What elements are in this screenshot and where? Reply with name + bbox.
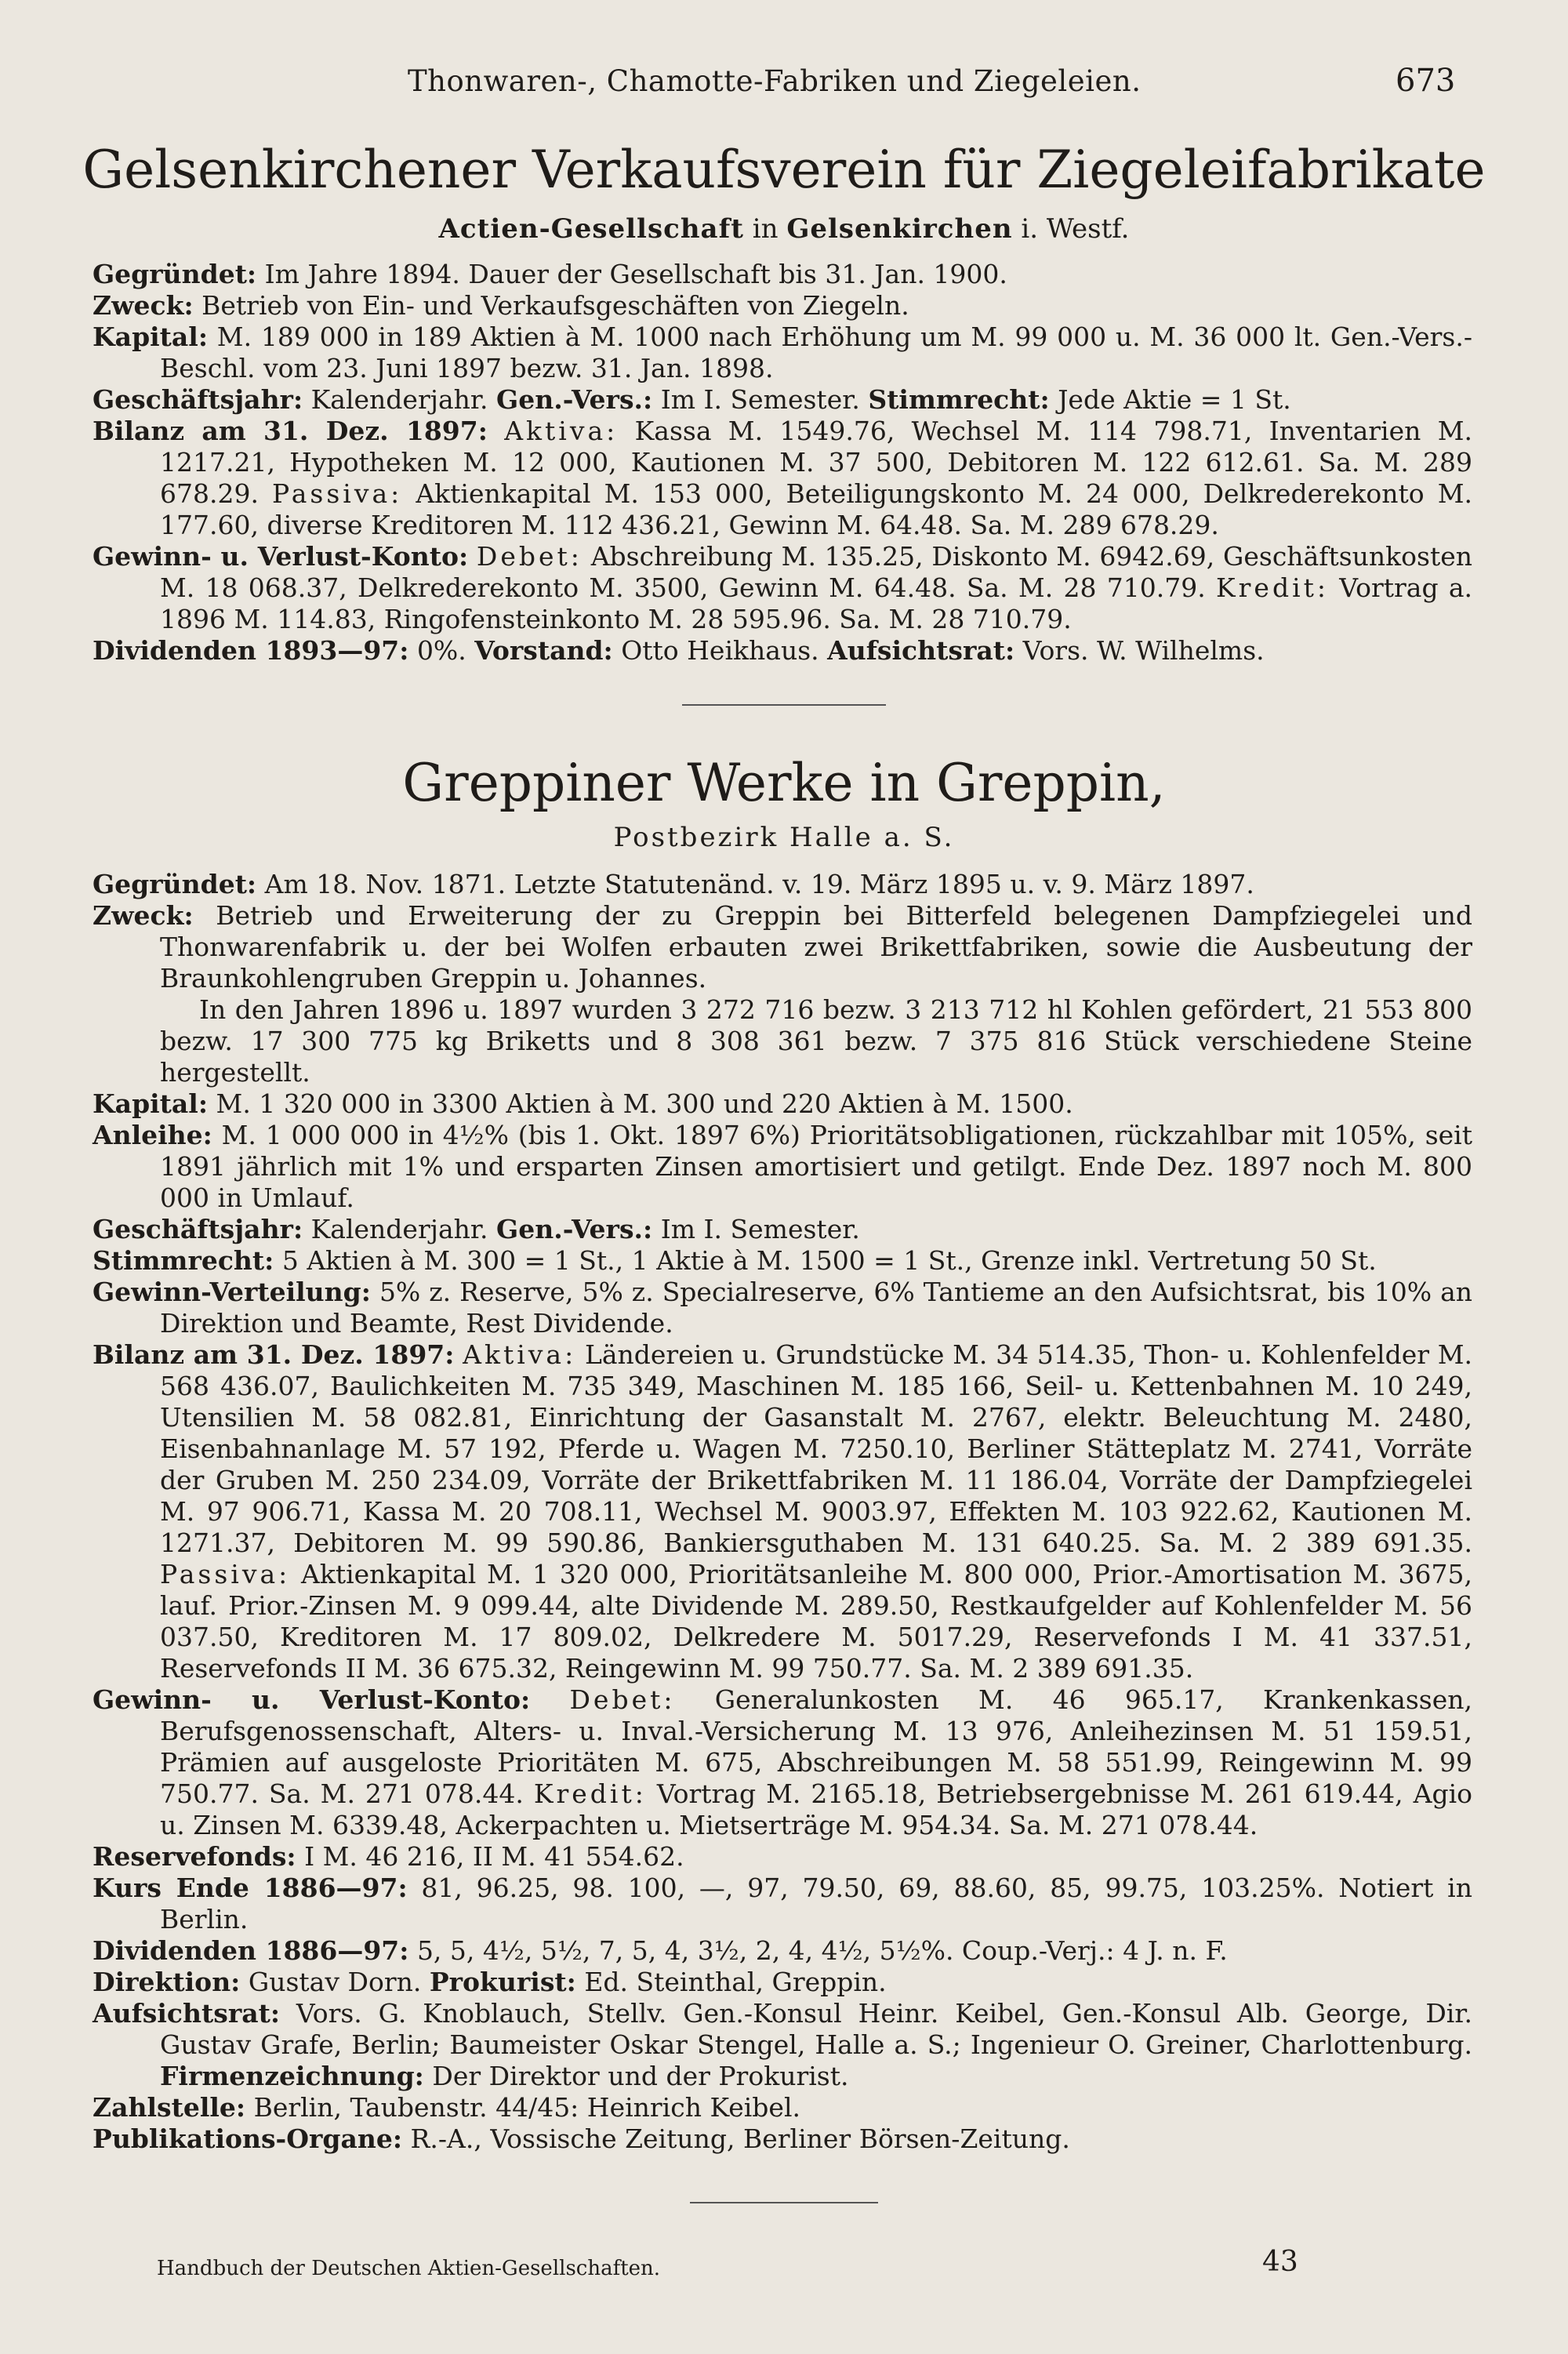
entry-voting: Stimmrecht: 5 Aktien à M. 300 = 1 St., 1 Aktie à M. 1500 = 1 St., Grenze inkl. Vertretung 50 St. <box>93 1245 1377 1276</box>
footer-book-title: Handbuch der Deutschen Aktien-Gesellschaften. <box>157 2257 661 2280</box>
entry-profit-distribution: Gewinn-Verteilung: 5% z. Reserve, 5% z. Specialreserve, 6% Tantieme an den Aufsichtsrat, bis 10% an Direktion und Beamte, Rest Dividende. <box>93 1277 1472 1339</box>
entry-profit-loss: Gewinn- u. Verlust-Konto: Debet: Generalunkosten M. 46 965.17, Krankenkassen, Berufsgenossenschaft, Alters- u. Inval.-Versicherung M. 13 976, Anleihezinsen M. 51 159.51, Prämien auf ausgeloste Prioritäten M. 675, Abschreibungen M. 58 551.99, Reingewinn M. 99 750.77. Sa. M. 271 078.44. Kredit: Vortrag M. 2165.18, Betriebsergebnisse M. 261 619.44, Agio u. Zinsen M. 6339.48, Ackerpachten u. Mietserträge M. 954.34. Sa. M. 271 078.44. <box>93 1684 1472 1840</box>
entry-paying-agent: Zahlstelle: Berlin, Taubenstr. 44/45: Heinrich Keibel. <box>93 2092 801 2123</box>
entry-publications: Publikations-Organe: R.-A., Vossische Zeitung, Berliner Börsen-Zeitung. <box>93 2123 1070 2154</box>
entry-production: In den Jahren 1896 u. 1897 wurden 3 272 716 bezw. 3 213 712 hl Kohlen gefördert, 21 553 800 bezw. 17 300 775 kg Briketts und 8 308 361 bezw. 7 375 816 Stück verschiedene Steine hergestellt. <box>160 994 1472 1088</box>
company2-entries <box>93 869 1472 2155</box>
company1-subtitle-city: Gelsenkirchen <box>786 213 1013 245</box>
entry-capital: Kapital: M. 189 000 in 189 Aktien à M. 1000 nach Erhöhung um M. 99 000 u. M. 36 000 lt. Gen.-Vers.-Beschl. vom 23. Juni 1897 bezw. 31. Jan. 1898. <box>93 321 1472 383</box>
entry-profit-loss: Gewinn- u. Verlust-Konto: Debet: Abschreibung M. 135.25, Diskonto M. 6942.69, Geschäftsunkosten M. 18 068.37, Delkrederekonto M. 3500, Gewinn M. 64.48. Sa. M. 28 710.79. Kredit: Vortrag a. 1896 M. 114.83, Ringofensteinkonto M. 28 595.96. Sa. M. 28 710.79. <box>93 541 1473 634</box>
entry-fiscal-year: Geschäftsjahr: Kalenderjahr. Gen.-Vers.: Im I. Semester. Stimmrecht: Jede Aktie = 1 St. <box>93 384 1291 415</box>
company2-title: Greppiner Werke in Greppin, <box>402 753 1166 813</box>
entry-management: Direktion: Gustav Dorn. Prokurist: Ed. Steinthal, Greppin. <box>93 1967 887 1997</box>
company1-subtitle-bold: Actien-Gesellschaft <box>438 213 744 245</box>
entry-reserves: Reservefonds: I M. 46 216, II M. 41 554.62. <box>93 1841 684 1872</box>
entry-dividends: Dividenden 1886—97: 5, 5, 4½, 5½, 7, 5, 4, 3½, 2, 4, 4½, 5½%. Coup.-Verj.: 4 J. n. F. <box>93 1935 1228 1966</box>
end-divider <box>690 2202 878 2203</box>
page-number: 673 <box>1396 63 1456 99</box>
section-divider <box>682 704 886 706</box>
entry-purpose: Zweck: Betrieb von Ein- und Verkaufsgeschäften von Ziegeln. <box>93 290 909 321</box>
entry-fiscal-year: Geschäftsjahr: Kalenderjahr. Gen.-Vers.: Im I. Semester. <box>93 1214 860 1244</box>
footer-sheet-number: 43 <box>1262 2246 1298 2278</box>
company1-entries <box>93 259 1472 667</box>
company1-subtitle <box>0 213 1568 245</box>
entry-supervisory-board: Aufsichtsrat: Vors. G. Knoblauch, Stellv. Gen.-Konsul Heinr. Keibel, Gen.-Konsul Alb. George, Dir. Gustav Grafe, Berlin; Baumeister Oskar Stengel, Halle a. S.; Ingenieur O. Greiner, Charlottenburg. Firmenzeichnung: Der Direktor und der Prokurist. <box>93 1998 1473 2091</box>
entry-founded: Gegründet: Am 18. Nov. 1871. Letzte Statutenänd. v. 19. März 1895 u. v. 9. März 1897. <box>93 869 1254 899</box>
company2-subtitle: Postbezirk Halle a. S. <box>613 822 955 853</box>
entry-dividends: Dividenden 1893—97: 0%. Vorstand: Otto Heikhaus. Aufsichtsrat: Vors. W. Wilhelms. <box>93 635 1265 666</box>
company1-title: Gelsenkirchener Verkaufsverein für Ziegeleifabrikate <box>82 140 1486 200</box>
entry-balance: Bilanz am 31. Dez. 1897: Aktiva: Ländereien u. Grundstücke M. 34 514.35, Thon- u. Kohlenfelder M. 568 436.07, Baulichkeiten M. 735 349, Maschinen M. 185 166, Seil- u. Kettenbahnen M. 10 249, Utensilien M. 58 082.81, Einrichtung der Gasanstalt M. 2767, elektr. Beleuchtung M. 2480, Eisenbahnanlage M. 57 192, Pferde u. Wagen M. 7250.10, Berliner Stätteplatz M. 2741, Vorräte der Gruben M. 250 234.09, Vorräte der Brikettfabriken M. 11 186.04, Vorräte der Dampfziegelei M. 97 906.71, Kassa M. 20 708.11, Wechsel M. 9003.97, Effekten M. 103 922.62, Kautionen M. 1271.37, Debitoren M. 99 590.86, Bankiersguthaben M. 131 640.25. Sa. M. 2 389 691.35. Passiva: Aktienkapital M. 1 320 000, Prioritätsanleihe M. 800 000, Prior.-Amortisation M. 3675, lauf. Prior.-Zinsen M. 9 099.44, alte Dividende M. 289.50, Restkaufgelder auf Kohlenfelder M. 56 037.50, Kreditoren M. 17 809.02, Delkredere M. 5017.29, Reservefonds I M. 41 337.51, Reservefonds II M. 36 675.32, Reingewinn M. 99 750.77. Sa. M. 2 389 691.35. <box>93 1339 1473 1684</box>
entry-loan: Anleihe: M. 1 000 000 in 4½% (bis 1. Okt. 1897 6%) Prioritätsobligationen, rückzahlbar mit 105%, seit 1891 jährlich mit 1% und ersparten Zinsen amortisiert und getilgt. Ende Dez. 1897 noch M. 800 000 in Umlauf. <box>93 1120 1472 1213</box>
entry-purpose: Zweck: Betrieb und Erweiterung der zu Greppin bei Bitterfeld belegenen Dampfziegelei und Thonwarenfabrik u. der bei Wolfen erbauten zwei Brikettfabriken, sowie die Ausbeutung der Braunkohlengruben Greppin u. Johannes. <box>93 900 1472 994</box>
running-header: Thonwaren-, Chamotte-Fabriken und Ziegeleien. <box>408 64 1142 98</box>
entry-capital: Kapital: M. 1 320 000 in 3300 Aktien à M. 300 und 220 Aktien à M. 1500. <box>93 1088 1073 1119</box>
entry-share-prices: Kurs Ende 1886—97: 81, 96.25, 98. 100, —, 97, 79.50, 69, 88.60, 85, 99.75, 103.25%. Notiert in Berlin. <box>93 1873 1472 1934</box>
entry-founded: Gegründet: Im Jahre 1894. Dauer der Gesellschaft bis 31. Jan. 1900. <box>93 259 1007 289</box>
company1-subtitle-tail: i. Westf. <box>1021 213 1130 245</box>
company1-subtitle-mid: in <box>752 213 779 245</box>
entry-balance: Bilanz am 31. Dez. 1897: Aktiva: Kassa M. 1549.76, Wechsel M. 114 798.71, Inventarien M. 1217.21, Hypotheken M. 12 000, Kautionen M. 37 500, Debitoren M. 122 612.61. Sa. M. 289 678.29. Passiva: Aktienkapital M. 153 000, Beteiligungskonto M. 24 000, Delkrederekonto M. 177.60, diverse Kreditoren M. 112 436.21, Gewinn M. 64.48. Sa. M. 289 678.29. <box>93 416 1472 540</box>
